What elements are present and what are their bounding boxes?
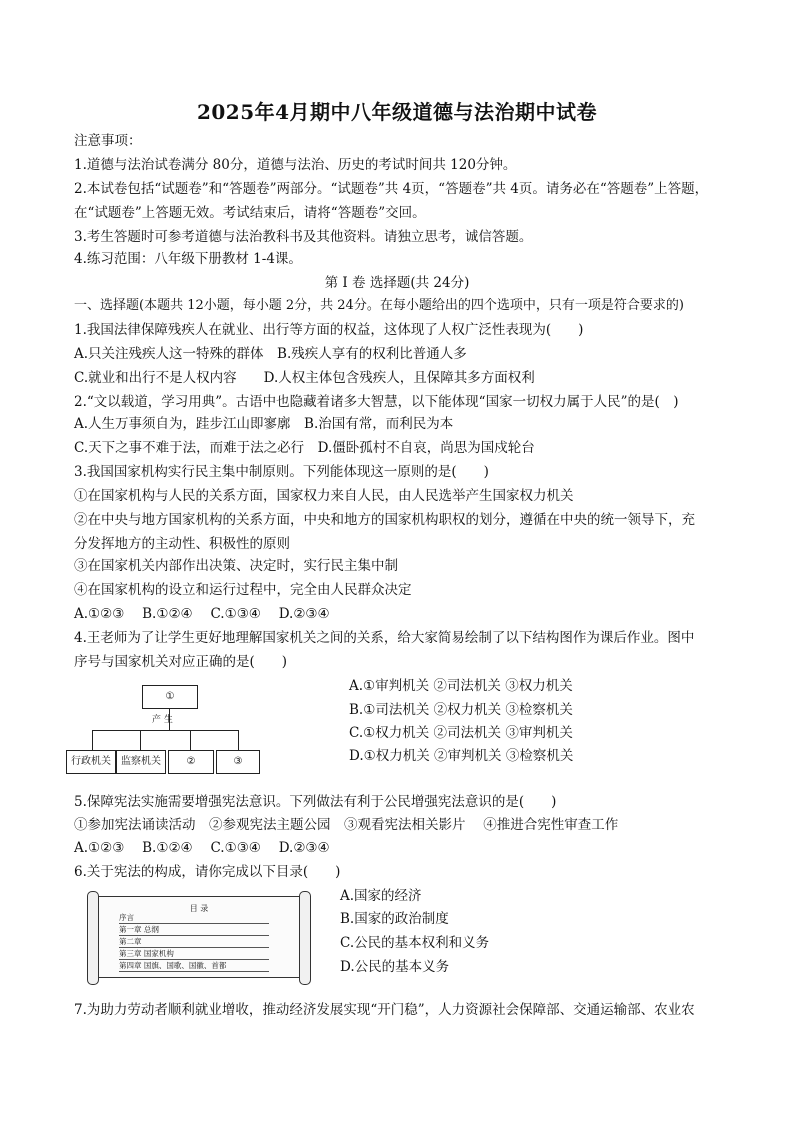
- notice-item-4: 4.练习范围：八年级下册教材 1-4课。: [74, 251, 302, 267]
- q2-options-ab: A.人生万事须自为，跬步江山即寥廓 B.治国有常，而利民为本: [74, 416, 454, 432]
- section-instruction: 一、选择题(本题共 12小题，每小题 2分，共 24分。在每小题给出的四个选项中，只有一项是符合要求的): [74, 298, 684, 313]
- q6-option-b: B.国家的政治制度: [340, 911, 449, 927]
- diagram-box-3: ③: [216, 750, 260, 774]
- scroll-item-5: 第四章 国旗、国歌、国徽、首都: [119, 960, 269, 972]
- diagram-connector-horizontal: [92, 730, 238, 731]
- diagram-box-supervisory: 监察机关: [116, 750, 166, 774]
- q7-stem: 7.为助力劳动者顺利就业增收，推动经济发展实现“开门稳”，人力资源社会保障部、交通运输部、农业农: [74, 1002, 695, 1018]
- notice-item-2-cont: 在“试题卷”上答题无效。考试结束后，请将“答题卷”交回。: [74, 205, 426, 221]
- diagram-box-top: ①: [142, 685, 198, 709]
- scroll-heading: 目 录: [189, 904, 209, 913]
- q5-statements: ①参加宪法诵读活动 ②参观宪法主题公园 ③观看宪法相关影片 ④推进合宪性审查工作: [74, 817, 619, 833]
- q1-stem: 1.我国法律保障残疾人在就业、出行等方面的权益，这体现了人权广泛性表现为( ): [74, 322, 584, 338]
- q5-stem: 5.保障宪法实施需要增强宪法意识。下列做法有利于公民增强宪法意识的是( ): [74, 794, 557, 810]
- page-title: 2025年4月期中八年级道德与法治期中试卷: [196, 100, 598, 124]
- diagram-connector-drop-3: [190, 730, 191, 750]
- scroll-item-1: 序言: [119, 912, 269, 924]
- q6-option-c: C.公民的基本权利和义务: [340, 935, 490, 951]
- q4-stem: 4.王老师为了让学生更好地理解国家机关之间的关系，给大家简易绘制了以下结构图作为课后作业。图中: [74, 630, 695, 646]
- notice-item-1: 1.道德与法治试卷满分 80分，道德与法治、历史的考试时间共 120分钟。: [74, 157, 517, 173]
- diagram-connector-drop-4: [238, 730, 239, 750]
- q6-option-d: D.公民的基本义务: [340, 959, 450, 975]
- scroll-item-2: 第一章 总纲: [119, 924, 269, 936]
- q4-option-d: D.①权力机关 ②审判机关 ③检察机关: [349, 748, 574, 764]
- diagram-connector-drop-1: [92, 730, 93, 750]
- q5-options: A.①②③ B.①②④ C.①③④ D.②③④: [74, 840, 330, 856]
- section-title: 第 I 卷 选择题(共 24分): [324, 275, 470, 291]
- q6-contents-scroll: [92, 896, 306, 978]
- diagram-box-administrative: 行政机关: [66, 750, 116, 774]
- q3-statement-3: ③在国家机关内部作出决策、决定时，实行民主集中制: [74, 558, 398, 574]
- q1-options-ab: A.只关注残疾人这一特殊的群体 B.残疾人享有的权利比普通人多: [74, 346, 467, 362]
- q4-option-a: A.①审判机关 ②司法机关 ③权力机关: [349, 678, 573, 694]
- scroll-item-3: 第二章: [119, 936, 269, 948]
- diagram-connector-drop-2: [140, 730, 141, 750]
- q4-option-c: C.①权力机关 ②司法机关 ③审判机关: [349, 725, 573, 741]
- diagram-connector-label: 产 生: [152, 715, 173, 725]
- notice-heading: 注意事项：: [74, 133, 142, 149]
- q3-options: A.①②③ B.①②④ C.①③④ D.②③④: [74, 606, 330, 622]
- notice-item-2: 2.本试卷包括“试题卷”和“答题卷”两部分。“试题卷”共 4页，“答题卷”共 4页。请务必在“答题卷”上答题，: [74, 181, 709, 197]
- q4-option-b: B.①司法机关 ②权力机关 ③检察机关: [349, 702, 573, 718]
- q4-stem-cont: 序号与国家机关对应正确的是( ): [74, 654, 288, 670]
- q6-option-a: A.国家的经济: [340, 888, 422, 904]
- notice-item-3: 3.考生答题时可参考道德与法治教科书及其他资料。请独立思考，诚信答题。: [74, 229, 533, 245]
- scroll-item-4: 第三章 国家机构: [119, 948, 269, 960]
- q2-stem: 2.“文以载道，学习用典”。古语中也隐藏着诸多大智慧，以下能体现“国家一切权力属于人民”的是( ): [74, 394, 679, 410]
- q3-statement-2: ②在中央与地方国家机构的关系方面，中央和地方的国家机构职权的划分，遵循在中央的统一领导下，充: [74, 512, 695, 528]
- q2-options-cd: C.天下之事不难于法，而难于法之必行 D.僵卧孤村不自哀，尚思为国戍轮台: [74, 440, 535, 456]
- q1-options-cd: C.就业和出行不是人权内容 D.人权主体包含残疾人，且保障其多方面权利: [74, 370, 535, 386]
- q6-stem: 6.关于宪法的构成，请你完成以下目录( ): [74, 864, 341, 880]
- q3-statement-2-cont: 分发挥地方的主动性、积极性的原则: [74, 536, 290, 552]
- q3-stem: 3.我国国家机构实行民主集中制原则。下列能体现这一原则的是( ): [74, 464, 489, 480]
- q3-statement-4: ④在国家机构的设立和运行过程中，完全由人民群众决定: [74, 582, 412, 598]
- q3-statement-1: ①在国家机构与人民的关系方面，国家权力来自人民，由人民选举产生国家权力机关: [74, 488, 574, 504]
- diagram-box-2: ②: [168, 750, 214, 774]
